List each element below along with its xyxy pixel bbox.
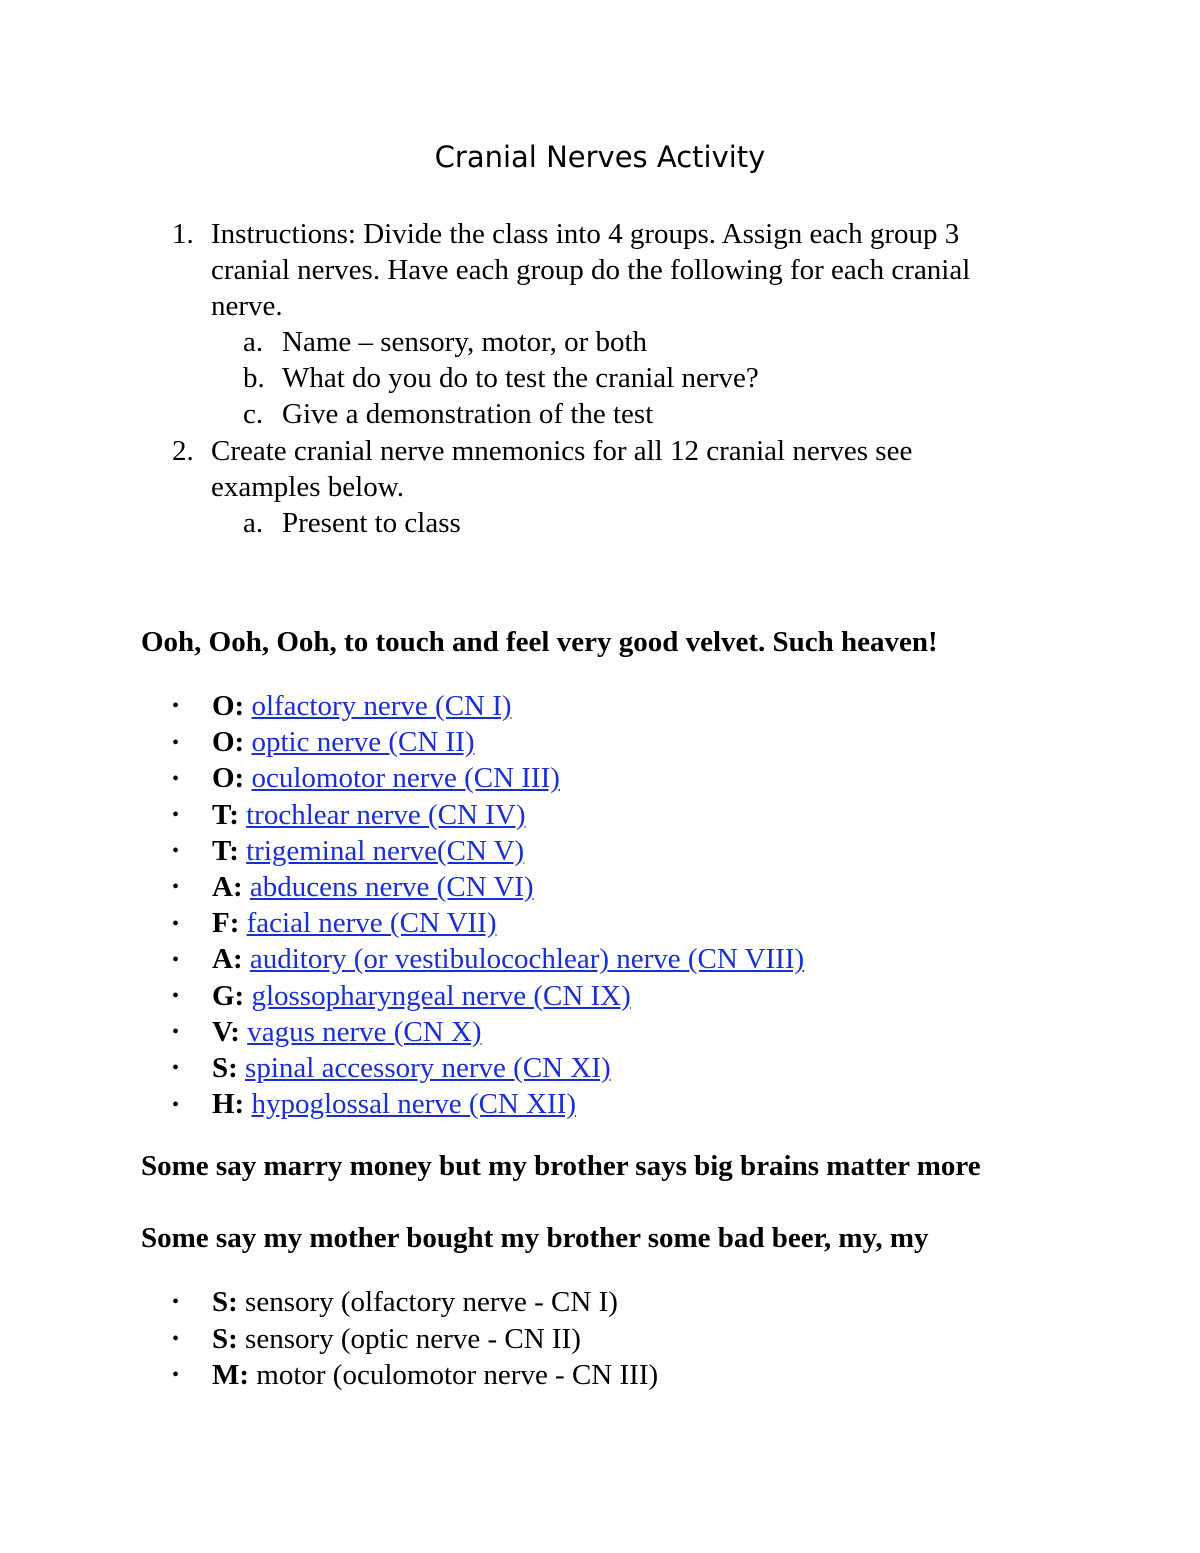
nerve-link[interactable]: abducens nerve (CN VI)	[249, 871, 534, 903]
instruction-line-1: Instructions: Divide the class into 4 groups. Assign each group 3	[211, 218, 960, 250]
bullet-icon: •	[172, 695, 180, 718]
list-number-2: 2.	[172, 435, 194, 467]
nerve-link[interactable]: trigeminal nerve(CN V)	[246, 834, 525, 867]
mnemonic-letter: A:	[212, 943, 243, 976]
bullet-icon: •	[172, 1057, 180, 1080]
sub-label-a: a.	[243, 326, 264, 358]
mnemonic-letter: T:	[212, 798, 239, 831]
mnemonic-letter: O:	[212, 762, 245, 795]
nerve-link[interactable]: auditory (or vestibulocochlear) nerve (CN VIII)	[249, 943, 805, 976]
mnemonic-letter: A:	[212, 871, 243, 903]
list-item	[172, 1014, 482, 1052]
list-item	[172, 1321, 581, 1359]
mnemonic-letter: S:	[212, 1322, 238, 1355]
sub-label-a: a.	[243, 507, 264, 539]
bullet-icon: •	[172, 840, 180, 863]
mnemonic-heading-2: Some say marry money but my brother says big brains matter more	[141, 1150, 981, 1182]
sub-item-text: Name – sensory, motor, or both	[282, 326, 648, 358]
bullet-icon: •	[172, 876, 180, 899]
nerve-link[interactable]: trochlear nerve (CN IV)	[246, 798, 526, 831]
bullet-icon: •	[172, 1093, 180, 1116]
instruction-line-5: examples below.	[211, 471, 405, 503]
bullet-icon: •	[172, 1021, 180, 1044]
nerve-link[interactable]: spinal accessory nerve (CN XI)	[245, 1052, 611, 1084]
mnemonic-letter: F:	[212, 907, 240, 940]
bullet-icon: •	[172, 803, 180, 826]
mnemonic-letter: S:	[212, 1286, 238, 1318]
mnemonic-letter: T:	[212, 834, 239, 867]
mnemonic-letter: V:	[212, 1015, 240, 1048]
nerve-type-text: sensory (olfactory nerve - CN I)	[245, 1286, 618, 1318]
instruction-line-3: nerve.	[211, 290, 283, 322]
instruction-line-2: cranial nerves. Have each group do the following for each cranial	[211, 254, 971, 286]
list-item	[172, 797, 526, 835]
list-item	[172, 869, 534, 907]
list-item	[172, 688, 512, 726]
list-item	[172, 905, 497, 943]
sub-label-b: b.	[243, 362, 265, 394]
sub-item-text: Present to class	[282, 507, 461, 539]
nerve-link[interactable]: vagus nerve (CN X)	[247, 1015, 482, 1048]
mnemonic-heading-3: Some say my mother bought my brother some bad beer, my, my	[141, 1222, 929, 1254]
mnemonic-letter: H:	[212, 1088, 245, 1121]
nerve-link[interactable]: hypoglossal nerve (CN XII)	[251, 1088, 577, 1121]
bullet-icon: •	[172, 948, 180, 971]
bullet-icon: •	[172, 1364, 180, 1387]
sub-label-c: c.	[243, 398, 264, 430]
list-item	[172, 1050, 611, 1088]
list-item	[172, 833, 524, 871]
list-item	[172, 1357, 658, 1395]
mnemonic-letter: S:	[212, 1052, 238, 1084]
list-item	[172, 760, 560, 798]
mnemonic-letter: O:	[212, 690, 245, 722]
mnemonic-heading-1: Ooh, Ooh, Ooh, to touch and feel very good velvet. Such heaven!	[141, 626, 938, 658]
instruction-line-4: Create cranial nerve mnemonics for all 12 cranial nerves see	[211, 435, 913, 467]
bullet-icon: •	[172, 767, 180, 790]
nerve-link[interactable]: glossopharyngeal nerve (CN IX)	[251, 979, 631, 1012]
bullet-icon: •	[172, 984, 180, 1007]
list-item	[172, 941, 804, 979]
nerve-link[interactable]: oculomotor nerve (CN III)	[251, 762, 560, 795]
nerve-type-text: sensory (optic nerve - CN II)	[245, 1322, 581, 1355]
bullet-icon: •	[172, 912, 180, 935]
bullet-icon: •	[172, 1327, 180, 1350]
bullet-icon: •	[172, 1291, 180, 1314]
nerve-type-text: motor (oculomotor nerve - CN III)	[256, 1359, 659, 1391]
sub-item-text: Give a demonstration of the test	[282, 398, 654, 430]
nerve-link[interactable]: facial nerve (CN VII)	[246, 907, 497, 940]
list-number-1: 1.	[172, 218, 194, 250]
nerve-link[interactable]: optic nerve (CN II)	[251, 726, 475, 759]
document-title: Cranial Nerves Activity	[434, 140, 766, 174]
mnemonic-letter: G:	[212, 979, 245, 1012]
list-item	[172, 1284, 618, 1322]
list-item	[172, 1086, 576, 1124]
mnemonic-letter: M:	[212, 1359, 250, 1391]
mnemonic-letter: O:	[212, 726, 245, 759]
sub-item-text: What do you do to test the cranial nerve?	[282, 362, 759, 394]
list-item	[172, 978, 631, 1016]
bullet-icon: •	[172, 731, 180, 754]
nerve-link[interactable]: olfactory nerve (CN I)	[251, 690, 512, 722]
list-item	[172, 724, 475, 762]
